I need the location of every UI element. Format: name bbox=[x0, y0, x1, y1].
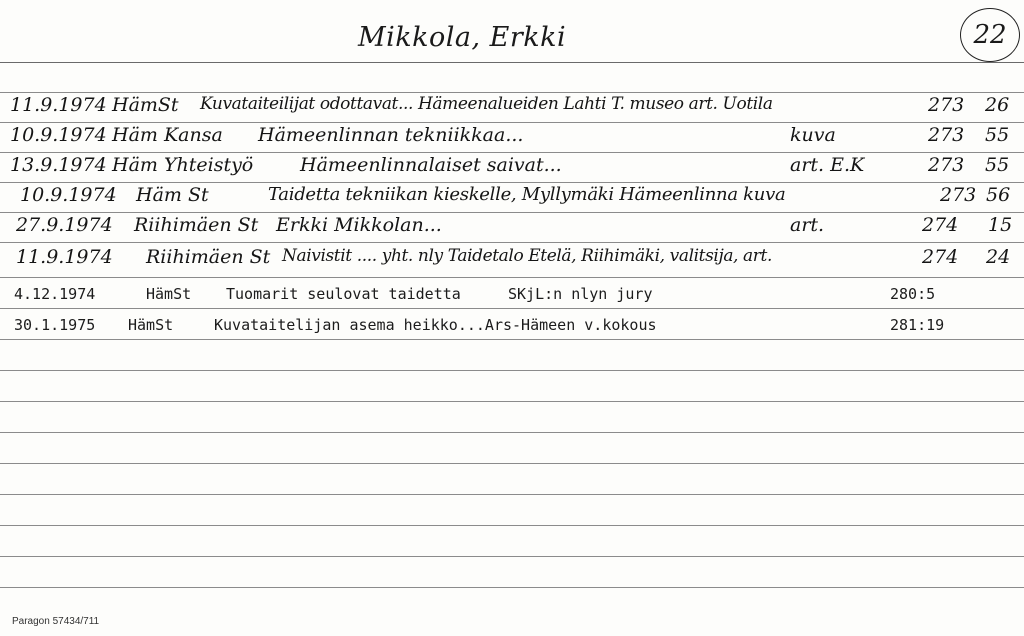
entry-source: Häm St bbox=[136, 184, 209, 206]
entry-note: art. bbox=[790, 214, 825, 236]
entry-page: 273 bbox=[928, 124, 965, 146]
entry-reference: 281:19 bbox=[890, 316, 945, 334]
entry-date: 11.9.1974 bbox=[10, 94, 107, 116]
entry-source: Häm Kansa bbox=[112, 124, 223, 146]
entry-date: 10.9.1974 bbox=[20, 184, 117, 206]
entry-row bbox=[0, 278, 1024, 306]
entry-text: Hämeenlinnalaiset saivat... bbox=[300, 154, 562, 176]
card-number-circle bbox=[960, 8, 1020, 62]
entry-number: 24 bbox=[986, 246, 1011, 268]
entry-source: HämSt bbox=[146, 285, 192, 303]
ruled-line bbox=[0, 401, 1024, 402]
header-rule bbox=[0, 62, 1024, 63]
entry-source: Riihimäen St bbox=[146, 246, 271, 268]
entry-reference: 280:5 bbox=[890, 285, 936, 303]
entry-text: Kuvataitelijan asema heikko...Ars-Hämeen v.kokous bbox=[214, 316, 657, 334]
entry-number: 55 bbox=[985, 124, 1010, 146]
entry-row bbox=[0, 152, 1024, 180]
entry-row bbox=[0, 244, 1024, 272]
entry-page: 274 bbox=[922, 246, 959, 268]
entry-source: HämSt bbox=[112, 94, 179, 116]
entry-text: Kuvataiteilijat odottavat... Hämeenalueiden Lahti T. museo art. Uotila bbox=[200, 94, 773, 114]
entry-text: Naivistit .... yht. nly Taidetalo Etelä, Riihimäki, valitsija, art. bbox=[282, 246, 772, 266]
entry-text: Taidetta tekniikan kieskelle, Myllymäki Hämeenlinna kuva bbox=[268, 184, 786, 205]
entry-page: 273 bbox=[940, 184, 977, 206]
ruled-line bbox=[0, 242, 1024, 243]
entry-date: 11.9.1974 bbox=[16, 246, 113, 268]
entry-source: Riihimäen St bbox=[134, 214, 259, 236]
ruled-line bbox=[0, 432, 1024, 433]
entry-note: SKjL:n nlyn jury bbox=[508, 285, 653, 303]
entry-row bbox=[0, 212, 1024, 240]
ruled-line bbox=[0, 587, 1024, 588]
card-footer: Paragon 57434/711 bbox=[12, 616, 100, 627]
entry-row bbox=[0, 309, 1024, 337]
entry-date: 27.9.1974 bbox=[16, 214, 113, 236]
entry-text: Tuomarit seulovat taidetta bbox=[226, 285, 461, 303]
ruled-line bbox=[0, 463, 1024, 464]
entry-text: Erkki Mikkolan... bbox=[276, 214, 442, 236]
entry-date: 13.9.1974 bbox=[10, 154, 107, 176]
entry-note: kuva bbox=[790, 124, 836, 146]
entry-page: 274 bbox=[922, 214, 959, 236]
entry-row bbox=[0, 92, 1024, 120]
ruled-line bbox=[0, 339, 1024, 340]
entry-date: 4.12.1974 bbox=[14, 285, 96, 303]
entry-row bbox=[0, 182, 1024, 210]
entry-source: HämSt bbox=[128, 316, 174, 334]
entry-number: 55 bbox=[985, 154, 1010, 176]
entry-page: 273 bbox=[928, 94, 965, 116]
card-title: Mikkola, Erkki bbox=[358, 22, 567, 53]
entry-text: Hämeenlinnan tekniikkaa... bbox=[258, 124, 524, 146]
entry-note: art. E.K bbox=[790, 154, 865, 176]
entry-date: 30.1.1975 bbox=[14, 316, 96, 334]
entry-source: Häm Yhteistyö bbox=[112, 154, 254, 176]
entry-number: 15 bbox=[988, 214, 1013, 236]
card-number: 22 bbox=[973, 20, 1007, 50]
entry-page: 273 bbox=[928, 154, 965, 176]
entry-number: 56 bbox=[986, 184, 1011, 206]
entry-number: 26 bbox=[985, 94, 1010, 116]
ruled-line bbox=[0, 525, 1024, 526]
entry-date: 10.9.1974 bbox=[10, 124, 107, 146]
entry-row bbox=[0, 122, 1024, 150]
ruled-line bbox=[0, 556, 1024, 557]
ruled-line bbox=[0, 370, 1024, 371]
ruled-line bbox=[0, 494, 1024, 495]
